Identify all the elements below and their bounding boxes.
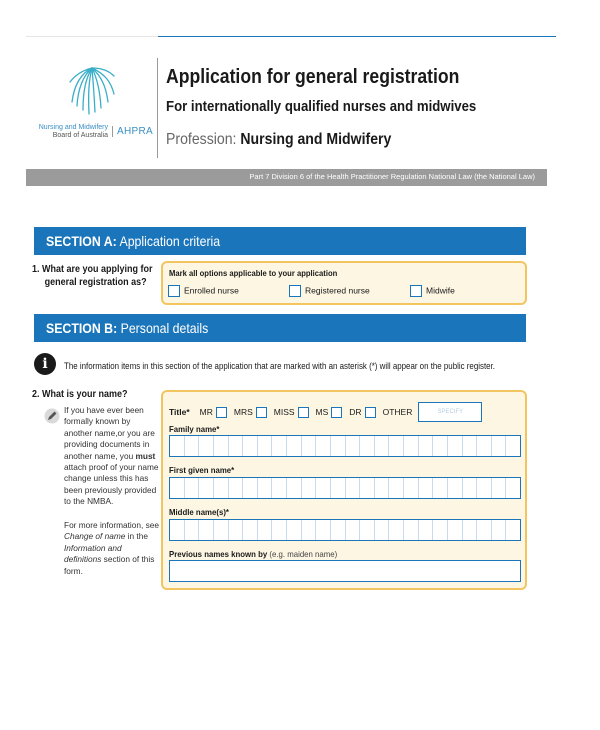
first-name-label: First given name* (169, 465, 235, 475)
title-dr-checkbox[interactable] (365, 407, 376, 418)
q2-text: What is your name? (42, 389, 128, 400)
pencil-icon (44, 408, 60, 424)
title-dr-label: DR (349, 407, 362, 417)
previous-names-label (169, 549, 337, 559)
middle-name-label: Middle name(s)* (169, 507, 229, 517)
middle-name-input[interactable] (169, 519, 521, 541)
help-link-change-of-name: Change of name (64, 531, 126, 542)
previous-names-label-text: Previous names known by (169, 549, 268, 559)
profession-value: Nursing and Midwifery (240, 131, 392, 148)
header-hairline (26, 36, 158, 37)
page-title: Application for general registration (166, 66, 460, 88)
title-mrs-label: MRS (233, 407, 253, 417)
org-name-line2: Board of Australia (52, 132, 108, 139)
title-mr-label: MR (199, 407, 213, 417)
section-b-prefix: SECTION B: (46, 320, 118, 336)
help-text-1a: If you have ever been formally known by another name,or you are providing documents in another name, you (64, 405, 155, 461)
profession-line (166, 131, 391, 149)
enrolled-nurse-checkbox[interactable] (168, 285, 180, 297)
option-midwife (410, 285, 455, 297)
title-row (169, 402, 482, 422)
option-registered-nurse (289, 285, 370, 297)
section-a-header (34, 227, 526, 255)
help-text-2a: For more information, see (64, 520, 159, 530)
help-text-1b: attach proof of your name change unless this has been previously provided to the NMBA. (64, 462, 159, 507)
title-ms-label: MS (315, 407, 329, 417)
enrolled-nurse-label: Enrolled nurse (184, 285, 239, 296)
application-type-box (161, 261, 527, 305)
title-mrs-checkbox[interactable] (256, 407, 267, 418)
q1-number: 1. (32, 264, 40, 275)
q2-number: 2. (32, 389, 40, 400)
help-text-2b: in the (125, 531, 148, 542)
midwife-label: Midwife (426, 285, 455, 296)
section-b-header (34, 314, 526, 342)
map-emblem-icon (66, 62, 118, 122)
law-reference-bar (26, 169, 547, 186)
registered-nurse-label: Registered nurse (305, 285, 370, 296)
title-label: Title* (169, 407, 190, 417)
info-icon: i (34, 353, 56, 375)
previous-names-hint: (e.g. maiden name) (269, 549, 338, 559)
q1-label (32, 263, 153, 289)
more-info-help (64, 520, 160, 577)
section-b-title: Personal details (120, 320, 209, 336)
nmba-logo (28, 62, 158, 152)
title-other-label: OTHER (382, 407, 413, 417)
agency-name: AHPRA (112, 126, 153, 137)
law-reference-text: Part 7 Division 6 of the Health Practitioner Regulation National Law (the National Law) (249, 172, 535, 181)
title-other-input[interactable]: SPECIFY (418, 402, 482, 422)
family-name-label: Family name* (169, 424, 220, 434)
title-miss-checkbox[interactable] (298, 407, 309, 418)
help-text-must: must (135, 450, 156, 461)
page-subtitle: For internationally qualified nurses and midwives (166, 98, 477, 115)
q2-label (32, 388, 128, 401)
org-name-line1: Nursing and Midwifery (38, 124, 108, 131)
help-link-information: Information and definitions (64, 542, 122, 565)
section-a-title: Application criteria (119, 233, 221, 249)
name-change-help (64, 405, 160, 508)
public-register-notice: The information items in this section of the application that are marked with an asterisk (*) will appear on the public register. (64, 361, 495, 371)
option-enrolled-nurse (168, 285, 239, 297)
midwife-checkbox[interactable] (410, 285, 422, 297)
options-header: Mark all options applicable to your application (169, 268, 338, 278)
help-text-2c: section of this form. (64, 554, 155, 576)
previous-names-input[interactable] (169, 560, 521, 582)
registered-nurse-checkbox[interactable] (289, 285, 301, 297)
first-name-input[interactable] (169, 477, 521, 499)
section-a-prefix: SECTION A: (46, 233, 117, 249)
header-divider (157, 58, 158, 158)
org-name (28, 124, 108, 140)
q1-line1: What are you applying for (42, 264, 153, 275)
q1-line2: general registration as? (44, 277, 147, 288)
title-mr-checkbox[interactable] (216, 407, 227, 418)
header-rule (158, 36, 556, 37)
profession-label: Profession: (166, 131, 237, 148)
title-ms-checkbox[interactable] (331, 407, 342, 418)
title-miss-label: MISS (273, 407, 295, 417)
family-name-input[interactable] (169, 435, 521, 457)
name-details-box (161, 390, 527, 590)
